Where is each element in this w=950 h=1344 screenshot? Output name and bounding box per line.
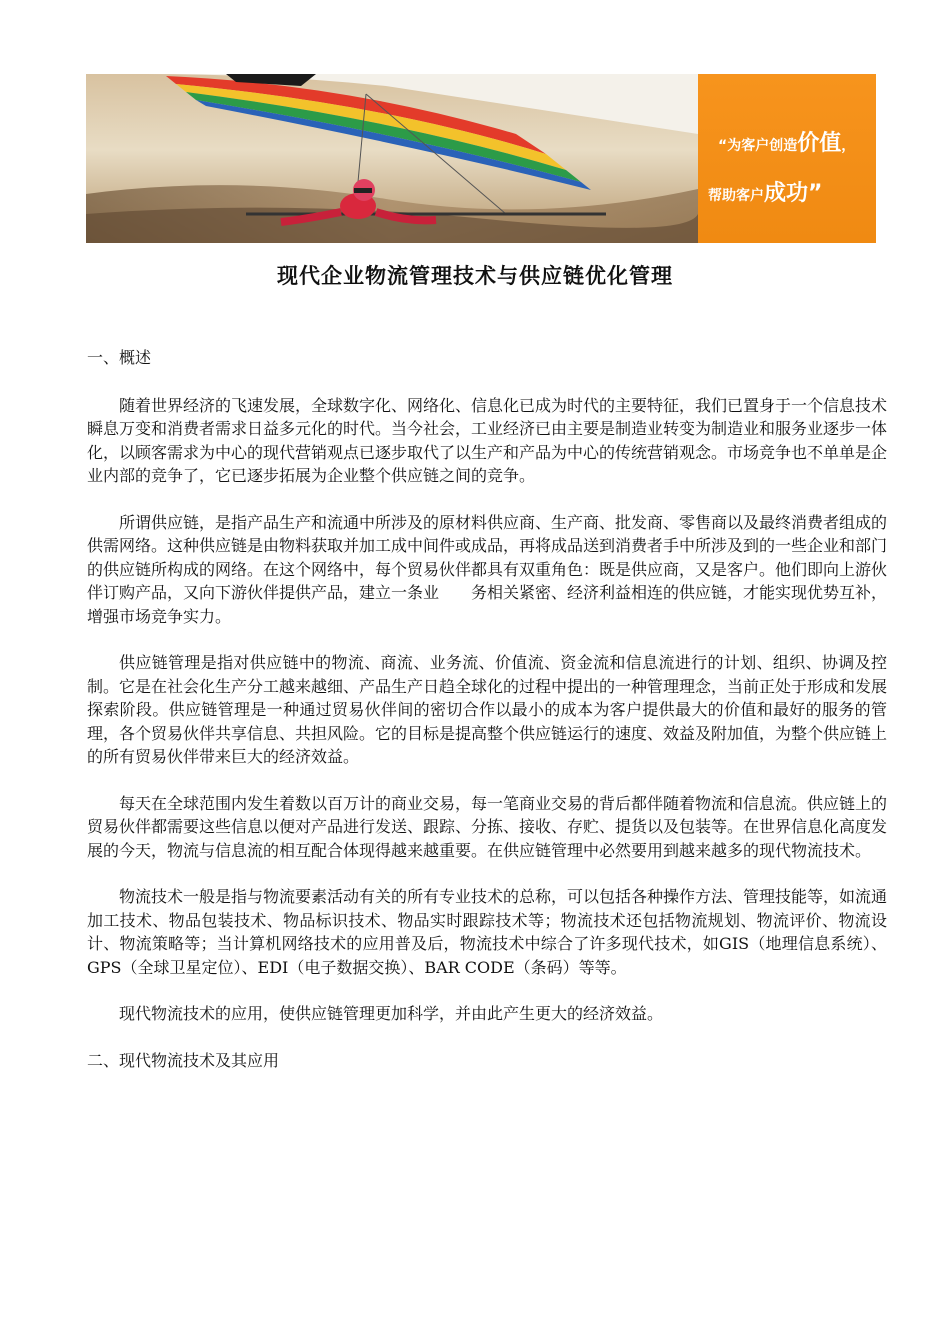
paragraph: 供应链管理是指对供应链中的物流、商流、业务流、价值流、资金流和信息流进行的计划、组织、协调及控制。它是在社会化生产分工越来越细、产品生产日趋全球化的过程中提出的一种管理理念，当前正处于形成和发展探索阶段。供应链管理是一种通过贸易伙伴间的密切合作以最小的成本为客户提供最大的价值和最好的服务的管理，各个贸易伙伴共享信息、共担风险。它的目标是提高整个供应链运行的速度、效益及附加值，为整个供应链上的所有贸易伙伴带来巨大的经济效益。 <box>87 653 888 766</box>
section-heading-logistics-tech: 二、现代物流技术及其应用 <box>87 1050 280 1070</box>
header-banner <box>86 74 876 243</box>
paragraph: 现代物流技术的应用，使供应链管理更加科学，并由此产生更大的经济效益。 <box>119 1004 664 1023</box>
hang-glider-photo <box>86 74 698 243</box>
paragraph: 随着世界经济的飞速发展，全球数字化、网络化、信息化已成为时代的主要特征，我们已置身于一个信息技术瞬息万变和消费者需求日益多元化的时代。当今社会，工业经济已由主要是制造业转变为制造业和服务业逐步一体化，以顾客需求为中心的现代营销观点已逐步取代了以生产和产品为中心的传统营销观念。市场竞争也不单单是企业内部的竞争了，它已逐步拓展为企业整个供应链之间的竞争。 <box>87 395 888 485</box>
document-title: 现代企业物流管理技术与供应链优化管理 <box>277 264 673 288</box>
document-body <box>87 346 887 1072</box>
slogan-line-2: 帮助客户成功” <box>708 181 823 206</box>
section-heading-overview: 一、概述 <box>87 348 152 367</box>
paragraph: 所谓供应链，是指产品生产和流通中所涉及的原材料供应商、生产商、批发商、零售商以及最终消费者组成的供需网络。这种供应链是由物料获取并加工成中间件或成品，再将成品送到消费者手中所涉及到的一些企业和部门的供应链所构成的网络。在这个网络中，每个贸易伙伴都具有双重角色：既是供应商，又是客户。他们即向上游伙伴订购产品，又向下游伙伴提供产品，建立一条业 务相关紧密、经济利益相连的供应链，才能实现优势互补，增强市场竞争实力。 <box>87 512 888 626</box>
paragraph: 每天在全球范围内发生着数以百万计的商业交易，每一笔商业交易的背后都伴随着物流和信息流。供应链上的贸易伙伴都需要这些信息以便对产品进行发送、跟踪、分拣、接收、存贮、提货以及包装等。在世界信息化高度发展的今天，物流与信息流的相互配合体现得越来越重要。在供应链管理中必然要用到越来越多的现代物流技术。 <box>87 793 888 860</box>
slogan-line-1: “为客户创造价值， <box>718 131 856 156</box>
paragraph: 物流技术一般是指与物流要素活动有关的所有专业技术的总称，可以包括各种操作方法、管理技能等，如流通加工技术、物品包装技术、物品标识技术、物品实时跟踪技术等；物流技术还包括物流规划、物流评价、物流设计、物流策略等；当计算机网络技术的应用普及后，物流技术中综合了许多现代技术，如GIS（地理信息系统）、GPS（全球卫星定位）、EDI（电子数据交换）、BAR CODE（条码）等等。 <box>87 887 888 977</box>
banner-slogan <box>698 74 876 243</box>
